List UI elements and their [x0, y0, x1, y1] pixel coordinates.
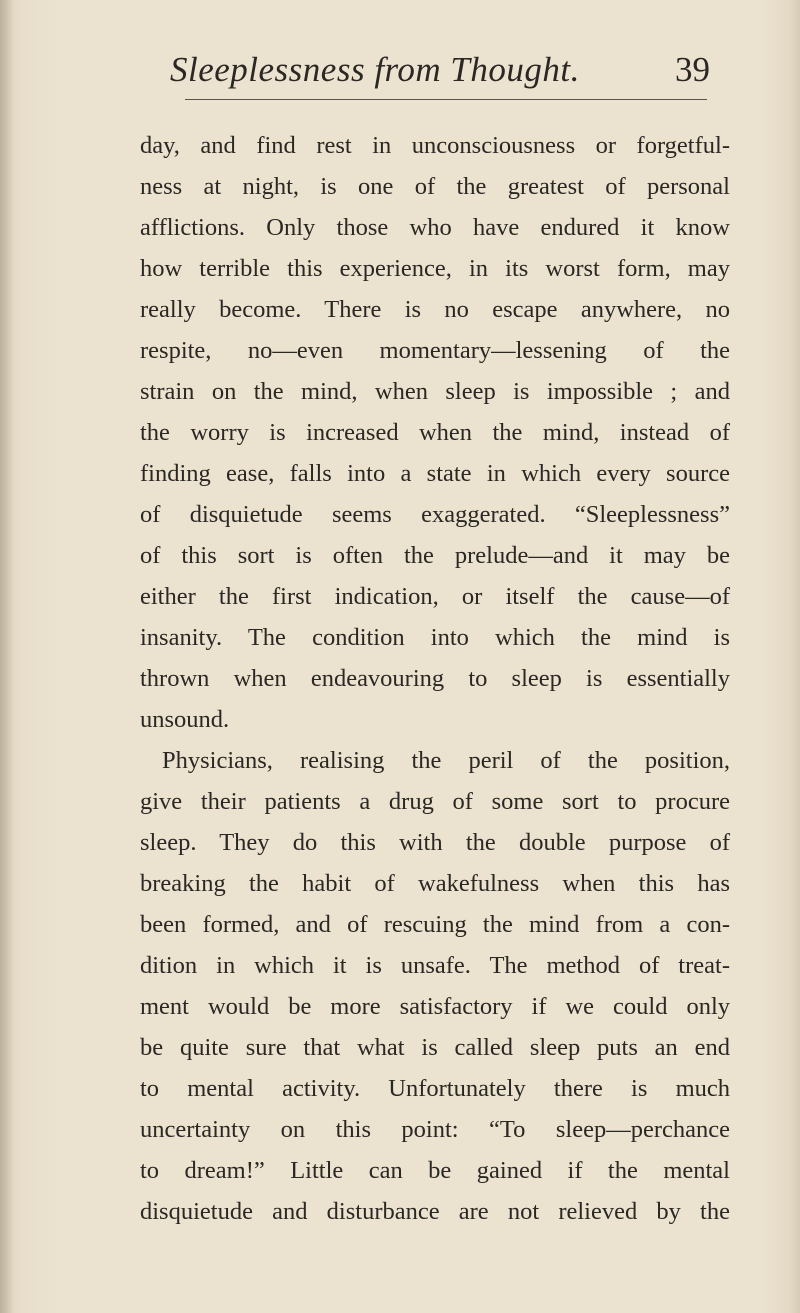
text-line: really become. There is no escape anywhere, no	[140, 296, 730, 323]
body-text	[140, 125, 730, 1232]
text-line: disquietude and disturbance are not relieved by the	[140, 1198, 730, 1225]
text-line: sleep. They do this with the double purpose of	[140, 829, 730, 856]
text-line: ment would be more satisfactory if we could only	[140, 993, 730, 1020]
text-line: respite, no—even momentary—lessening of the	[140, 337, 730, 364]
text-line: of disquietude seems exaggerated. “Sleeplessness”	[140, 501, 730, 528]
text-line: of this sort is often the prelude—and it may be	[140, 542, 730, 569]
text-line: unsound.	[140, 706, 230, 733]
text-line: breaking the habit of wakefulness when this has	[140, 870, 730, 897]
text-line: insanity. The condition into which the mind is	[140, 624, 730, 651]
page-header	[170, 50, 716, 98]
text-line: to dream!” Little can be gained if the mental	[140, 1157, 730, 1184]
text-line: either the first indication, or itself the cause—of	[140, 583, 730, 610]
text-line: ness at night, is one of the greatest of personal	[140, 173, 730, 200]
text-line: been formed, and of rescuing the mind from a con-	[140, 911, 730, 938]
text-line: afflictions. Only those who have endured it know	[140, 214, 730, 241]
page-number: 39	[675, 50, 710, 89]
text-line: how terrible this experience, in its worst form, may	[140, 255, 730, 282]
text-line: finding ease, falls into a state in which every source	[140, 460, 730, 487]
text-line: be quite sure that what is called sleep puts an end	[140, 1034, 730, 1061]
text-line: Physicians, realising the peril of the position,	[162, 747, 730, 774]
text-line: strain on the mind, when sleep is impossible ; and	[140, 378, 730, 405]
text-line: day, and find rest in unconsciousness or forgetful-	[140, 132, 730, 159]
text-line: thrown when endeavouring to sleep is essentially	[140, 665, 730, 692]
gutter-shadow	[0, 0, 14, 1313]
text-line: give their patients a drug of some sort to procure	[140, 788, 730, 815]
running-title: Sleeplessness from Thought.	[170, 50, 580, 89]
header-rule	[185, 99, 707, 100]
text-line: the worry is increased when the mind, instead of	[140, 419, 730, 446]
text-line: dition in which it is unsafe. The method of treat-	[140, 952, 730, 979]
text-line: to mental activity. Unfortunately there is much	[140, 1075, 730, 1102]
text-line: uncertainty on this point: “To sleep—perchance	[140, 1116, 730, 1143]
